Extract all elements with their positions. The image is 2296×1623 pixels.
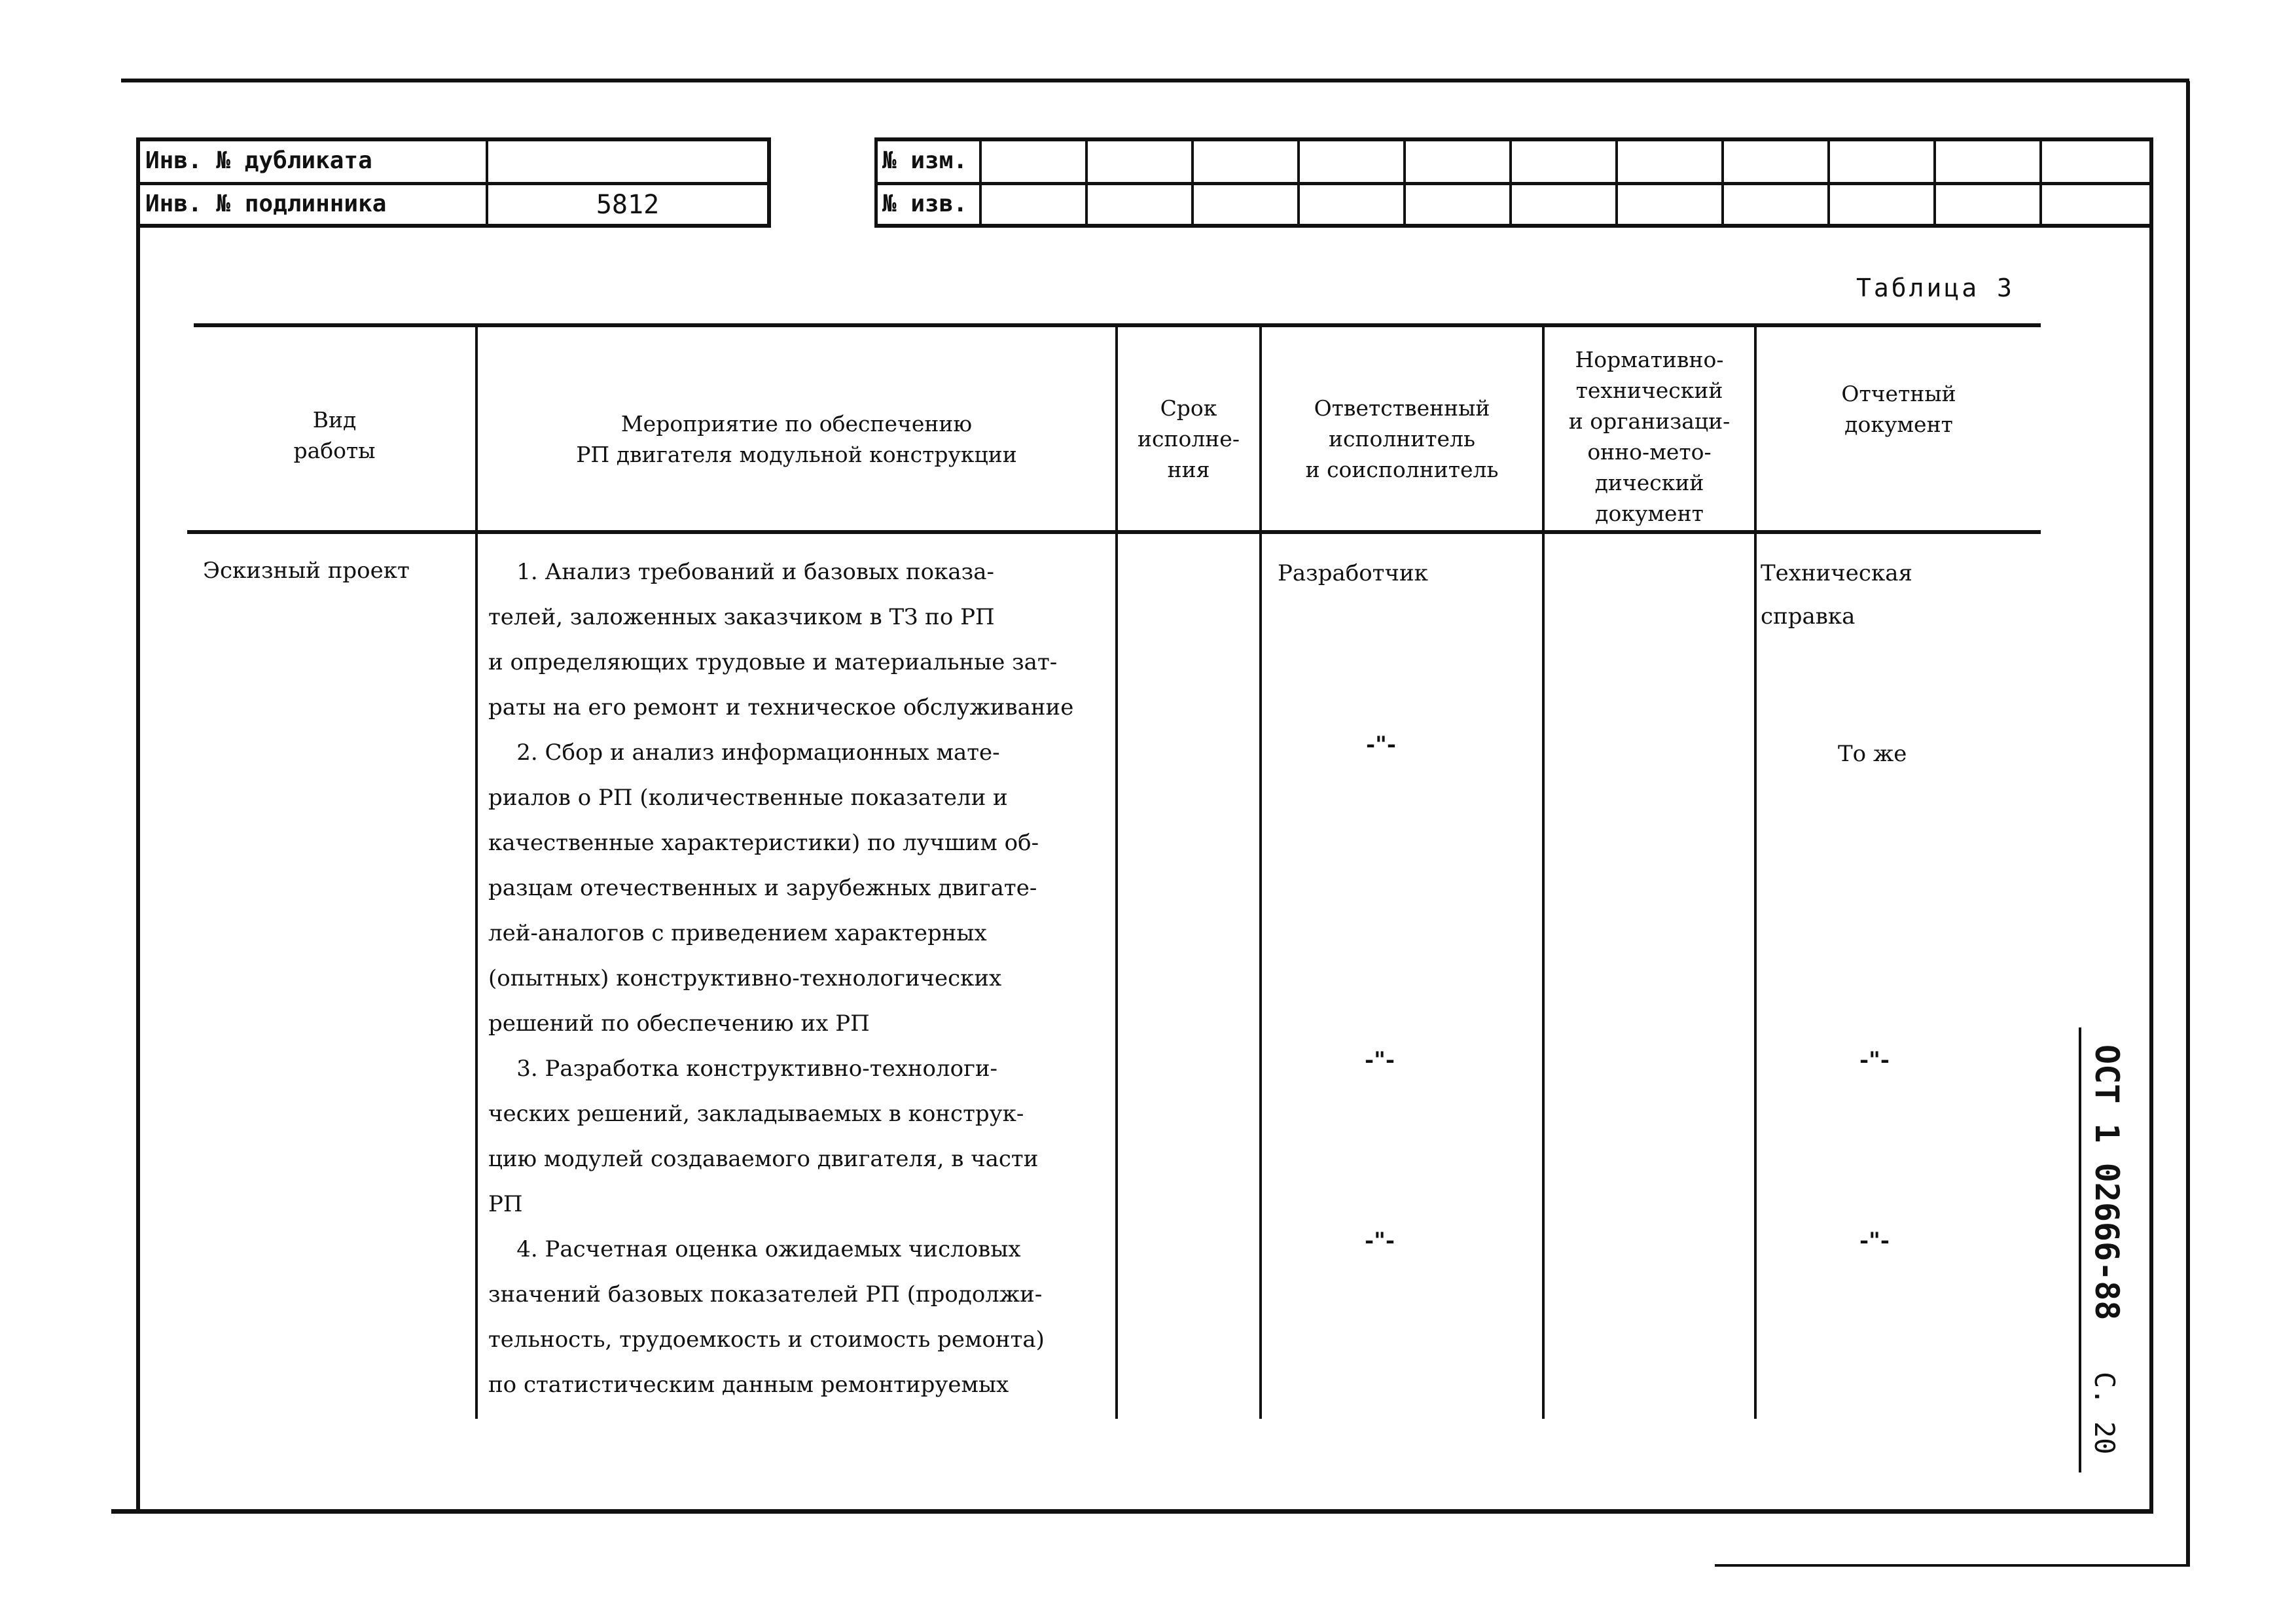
measure-line: и определяющих трудовые и материальные зат-	[488, 649, 1058, 675]
top-rule	[121, 79, 2189, 82]
measure-line: ческих решений, закладываемых в конструк-	[488, 1101, 1024, 1127]
report-1a: Техническая	[1761, 560, 1912, 586]
col-divider-2	[1115, 327, 1118, 1419]
measure-line: цию модулей создаваемого двигателя, в части	[488, 1146, 1039, 1172]
measure-line: решений по обеспечению их РП	[488, 1010, 870, 1037]
responsible-4-ditto: -"-	[1365, 1228, 1395, 1254]
table-header-rule	[187, 530, 2041, 534]
measure-line: риалов о РП (количественные показатели и	[488, 785, 1008, 811]
report-2: То же	[1838, 741, 1907, 767]
measure-line: 3. Разработка конструктивно-технологи-	[488, 1056, 998, 1082]
measure-line: 4. Расчетная оценка ожидаемых числовых	[488, 1236, 1021, 1262]
report-1b: справка	[1761, 603, 1856, 630]
measure-line: качественные характеристики) по лучшим об-	[488, 830, 1039, 856]
right-frame-inner	[2149, 139, 2153, 1513]
header-deadline: Срок исполне- ния	[1138, 395, 1240, 482]
dup-label: Инв. № дубликата	[145, 147, 372, 174]
measure-line: РП	[488, 1191, 523, 1217]
col-divider-5	[1754, 327, 1757, 1419]
standard-code: ОСТ 1 02666-88	[2088, 1044, 2126, 1321]
notice-label: № изв.	[882, 190, 968, 217]
measure-line: раты на его ремонт и техническое обслуживание	[488, 694, 1074, 721]
right-frame-outer	[2186, 81, 2190, 1567]
responsible-3-ditto: -"-	[1365, 1047, 1395, 1073]
measure-line: значений базовых показателей РП (продолжи-	[488, 1281, 1043, 1308]
responsible-1: Разработчик	[1278, 560, 1428, 586]
report-4-ditto: -"-	[1859, 1228, 1890, 1254]
header-report-doc: Отчетный документ	[1841, 381, 1956, 437]
measure-line: тельность, трудоемкость и стоимость ремонта)	[488, 1327, 1045, 1353]
change-label: № изм.	[882, 147, 968, 174]
header-measure: Мероприятие по обеспечению РП двигателя модульной конструкции	[576, 411, 1017, 467]
orig-value: 5812	[596, 190, 660, 220]
orig-label: Инв. № подлинника	[145, 190, 387, 217]
measure-line: телей, заложенных заказчиком в ТЗ по РП	[488, 604, 995, 630]
measure-line: 2. Сбор и анализ информационных мате-	[488, 740, 1000, 766]
measure-line: разцам отечественных и зарубежных двигате-	[488, 875, 1037, 901]
page-number: С. 20	[2089, 1372, 2121, 1455]
measure-line: лей-аналогов с приведением характерных	[488, 920, 987, 946]
bottom-frame	[111, 1509, 2153, 1514]
report-3-ditto: -"-	[1859, 1047, 1890, 1073]
responsible-2-ditto: -"-	[1366, 732, 1396, 758]
col-divider-3	[1259, 327, 1262, 1419]
measures-cell	[488, 550, 1073, 1408]
bottom-stub	[1715, 1564, 2186, 1567]
measure-line: (опытных) конструктивно-технологических	[488, 965, 1002, 991]
side-rule	[2079, 1027, 2081, 1472]
left-frame	[136, 137, 140, 1512]
col-divider-1	[475, 327, 478, 1419]
header-work-type: Вид работы	[293, 407, 376, 463]
measure-line: по статистическим данным ремонтируемых	[488, 1372, 1009, 1398]
measure-line: 1. Анализ требований и базовых показа-	[488, 559, 994, 585]
header-responsible: Ответственный исполнитель и соисполнитель	[1305, 395, 1499, 482]
header-normative-doc: Нормативно- технический и организаци- онно-мето- дический документ	[1568, 347, 1731, 526]
work-type-cell: Эскизный проект	[203, 558, 410, 584]
table-caption: Таблица 3	[1856, 274, 2015, 302]
